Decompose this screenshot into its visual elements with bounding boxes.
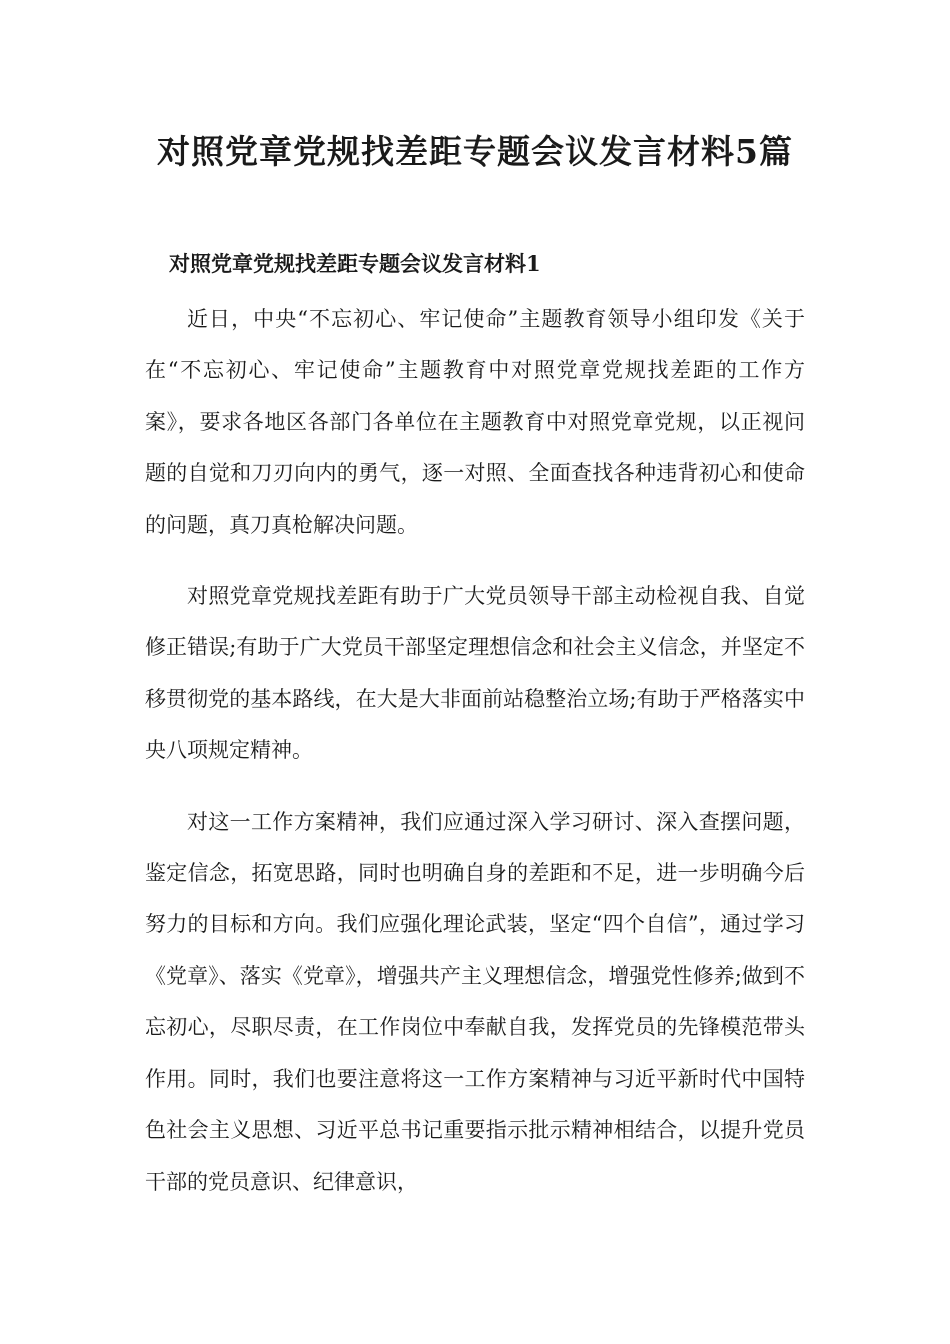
body-paragraph-2: 对照党章党规找差距有助于广大党员领导干部主动检视自我、自觉修正错误;有助于广大党员干部坚定理想信念和社会主义信念，并坚定不移贯彻党的基本路线，在大是大非面前站稳整治立场;有助于严格落实中央八项规定精神。 xyxy=(145,584,805,763)
body-paragraph-3: 对这一工作方案精神，我们应通过深入学习研讨、深入查摆问题，鉴定信念，拓宽思路，同时也明确自身的差距和不足，进一步明确今后努力的目标和方向。我们应强化理论武装，坚定“四个自信”，通过学习《党章》、落实《党章》，增强共产主义理想信念，增强党性修养;做到不忘初心，尽职尽责，在工作岗位中奉献自我，发挥党员的先锋模范带头作用。同时，我们也要注意将这一工作方案精神与习近平新时代中国特色社会主义思想、习近平总书记重要指示批示精神相结合，以提升党员干部的党员意识、纪律意识， xyxy=(145,809,805,1194)
document-title: 对照党章党规找差距专题会议发言材料5篇 xyxy=(157,132,793,171)
body-paragraph-1: 近日，中央“不忘初心、牢记使命”主题教育领导小组印发《关于在“不忘初心、牢记使命”主题教育中对照党章党规找差距的工作方案》，要求各地区各部门各单位在主题教育中对照党章党规，以正视问题的自觉和刀刃向内的勇气，逐一对照、全面查找各种违背初心和使命的问题，真刀真枪解决问题。 xyxy=(145,307,805,537)
section-heading: 对照党章党规找差距专题会议发言材料1 xyxy=(169,251,541,276)
